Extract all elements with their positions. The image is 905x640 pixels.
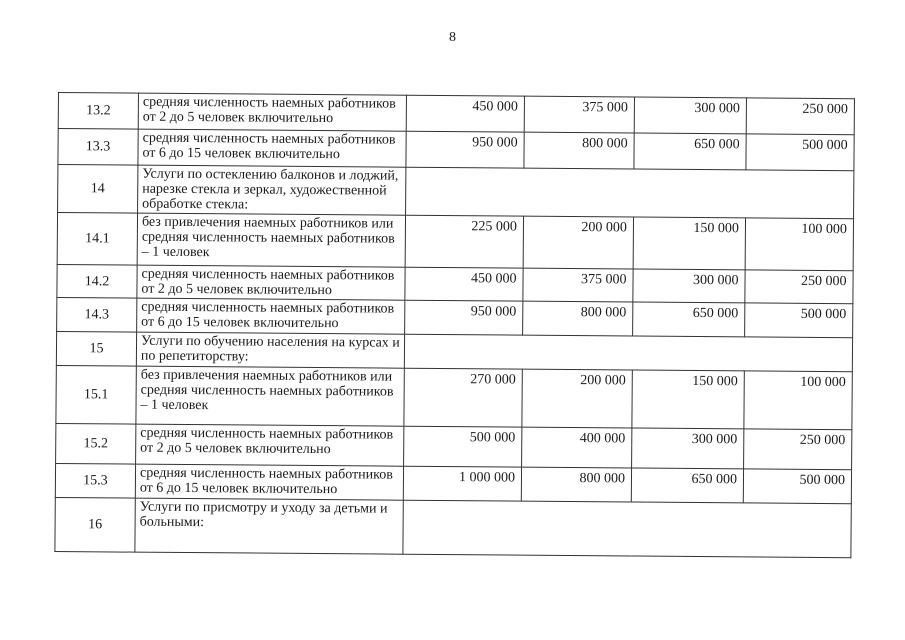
row-description: средняя численность наемных работников от 6 до 15 человек включительно	[138, 129, 406, 167]
page-number: 8	[449, 30, 456, 45]
value-cell: 950 000	[406, 131, 524, 168]
empty-merged-cell	[406, 167, 854, 219]
row-number: 15	[56, 331, 136, 366]
table-row	[56, 423, 852, 469]
row-number: 14.3	[57, 297, 137, 332]
row-description: средняя численность наемных работников от 2 до 5 человек включительно	[136, 424, 404, 466]
value-cell: 500 000	[404, 426, 522, 467]
row-number: 15.3	[55, 463, 135, 498]
value-cell: 150 000	[632, 370, 744, 429]
row-description: Услуги по обучению населения на курсах и по репетиторству:	[136, 332, 404, 368]
value-cell: 650 000	[634, 133, 746, 170]
value-cell: 375 000	[523, 268, 633, 302]
value-cell: 650 000	[633, 302, 745, 337]
value-cell: 950 000	[405, 300, 523, 335]
value-cell: 225 000	[405, 215, 523, 268]
value-cell: 300 000	[633, 269, 745, 303]
value-cell: 200 000	[522, 369, 632, 428]
row-number: 13.2	[58, 93, 138, 130]
value-cell: 250 000	[746, 98, 854, 135]
value-cell: 800 000	[523, 301, 633, 336]
row-number: 15.2	[56, 423, 136, 464]
row-description: средняя численность наемных работников от 2 до 5 человек включительно	[138, 93, 406, 131]
value-cell: 500 000	[743, 469, 851, 504]
value-cell: 150 000	[633, 217, 745, 270]
tariff-table	[54, 92, 855, 558]
value-cell: 250 000	[744, 429, 852, 470]
row-number: 14.1	[57, 213, 137, 266]
value-cell: 100 000	[744, 371, 852, 430]
table-row	[55, 497, 851, 557]
value-cell: 800 000	[524, 132, 634, 169]
value-cell: 400 000	[522, 427, 632, 468]
value-cell: 300 000	[632, 428, 744, 469]
row-number: 14.2	[57, 264, 137, 298]
row-description: средняя численность наемных работников от 2 до 5 человек включительно	[137, 265, 405, 300]
value-cell: 250 000	[745, 270, 853, 304]
row-number: 15.1	[56, 365, 136, 424]
table-row	[58, 129, 854, 171]
table-row	[58, 165, 854, 219]
table-row	[58, 93, 854, 135]
row-number: 14	[58, 165, 138, 214]
row-description: Услуги по остеклению балконов и лоджий, нарезке стекла и зеркал, художественной обработке стекла:	[138, 165, 406, 215]
row-description: без привлечения наемных работников или средняя численность наемных работников – 1 человек	[136, 366, 404, 426]
value-cell: 500 000	[746, 134, 854, 171]
value-cell: 450 000	[406, 95, 524, 132]
table-row	[56, 365, 852, 429]
value-cell: 1 000 000	[403, 466, 521, 501]
row-description: средняя численность наемных работников от 6 до 15 человек включительно	[137, 298, 405, 334]
value-cell: 200 000	[523, 216, 633, 269]
row-description: Услуги по присмотру и уходу за детьми и больными:	[135, 498, 403, 554]
value-cell: 500 000	[745, 303, 853, 338]
value-cell: 800 000	[521, 467, 631, 502]
row-number: 13.3	[58, 129, 138, 166]
empty-merged-cell	[403, 500, 851, 558]
value-cell: 100 000	[745, 218, 853, 271]
value-cell: 270 000	[404, 368, 522, 427]
value-cell: 650 000	[631, 468, 743, 503]
table-row	[57, 213, 853, 271]
row-number: 16	[55, 497, 135, 552]
empty-merged-cell	[404, 334, 852, 372]
value-cell: 375 000	[524, 96, 634, 133]
value-cell: 300 000	[634, 97, 746, 134]
row-description: без привлечения наемных работников или средняя численность наемных работников – 1 человек	[137, 213, 405, 267]
row-description: средняя численность наемных работников от 6 до 15 человек включительно	[135, 464, 403, 500]
value-cell: 450 000	[405, 267, 523, 301]
